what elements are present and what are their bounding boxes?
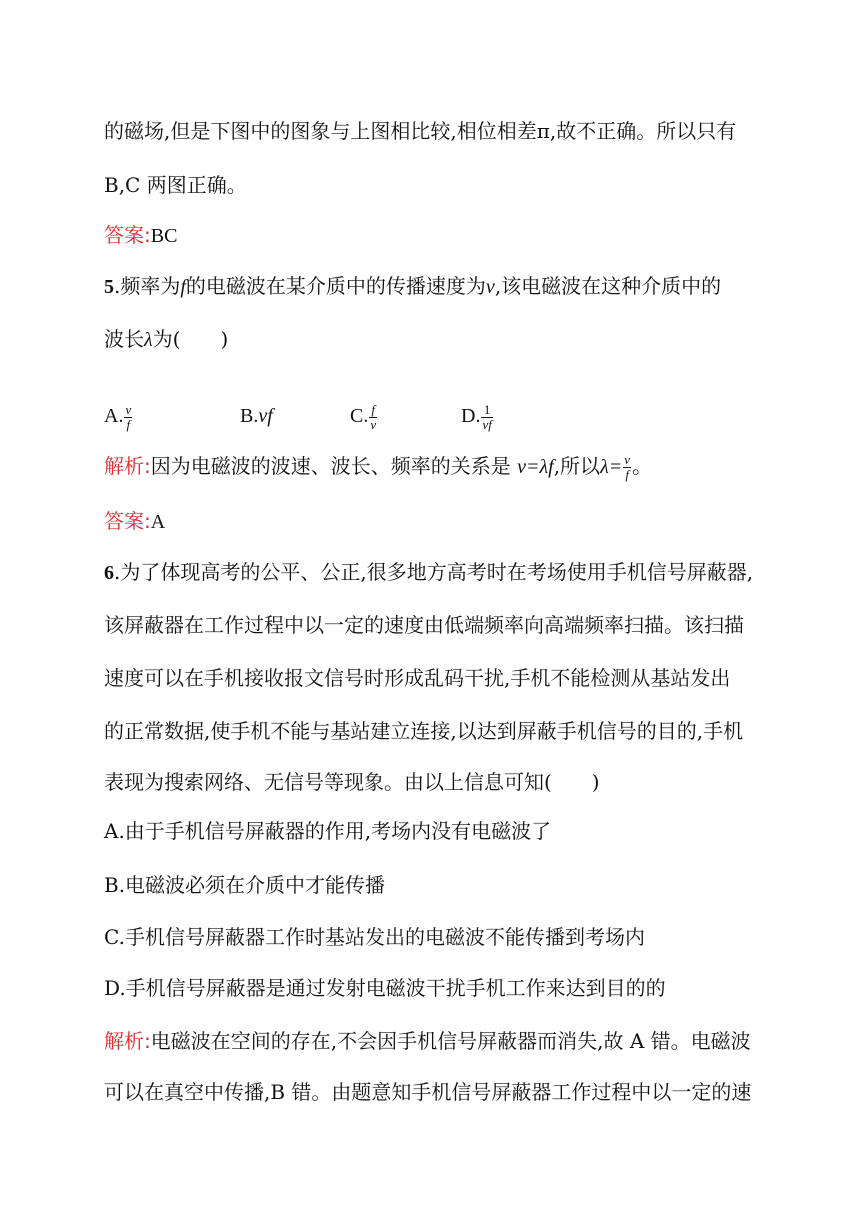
analysis-line: [104, 1027, 751, 1055]
option-label: D.: [461, 405, 481, 427]
question-text: 频率为: [120, 274, 181, 298]
option-line: A.由于手机信号屏蔽器的作用,考场内没有电磁波了: [104, 819, 552, 843]
fraction: [124, 403, 132, 432]
option-line: C.手机信号屏蔽器工作时基站发出的电磁波不能传播到考场内: [104, 925, 645, 949]
text-line: 的正常数据,使手机不能与基站建立连接,以达到屏蔽手机信号的目的,手机: [104, 719, 744, 743]
fraction: [623, 453, 631, 482]
question-number: 5: [104, 276, 114, 298]
answer-label: 答案:: [104, 223, 151, 247]
question-text: 为( ): [152, 327, 229, 351]
analysis-label: 解析:: [104, 454, 151, 478]
text-line: 速度可以在手机接收报文信号时形成乱码干扰,手机不能检测从基站发出: [104, 666, 731, 690]
variable-f: f: [180, 276, 186, 298]
option-a: [104, 402, 133, 432]
numerator: 1: [481, 403, 492, 418]
option-label: C.: [350, 405, 369, 427]
question-text: 的电磁波在某介质中的传播速度为: [185, 274, 486, 298]
denominator: vf: [482, 416, 492, 432]
answer-label: 答案:: [104, 509, 151, 533]
answer-value: BC: [150, 225, 178, 247]
option-value: vf: [258, 405, 273, 427]
answer-line: [104, 221, 177, 250]
numerator: v: [624, 452, 631, 467]
numerator: v: [125, 401, 132, 417]
question-text: 为了体现高考的公平、公正,很多地方高考时在考场使用手机信号屏蔽器,: [120, 560, 754, 584]
answer-value: A: [150, 511, 166, 533]
analysis-label: 解析:: [104, 1029, 151, 1053]
analysis-text: 。: [632, 454, 653, 478]
variable-v: v: [485, 276, 495, 298]
option-c: [350, 402, 378, 432]
option-label: B.: [240, 405, 259, 427]
option-d: [461, 402, 494, 432]
denominator: v: [370, 416, 377, 432]
question-text: ,该电磁波在这种介质中的: [494, 274, 722, 298]
question-5-line-2: [104, 325, 228, 354]
analysis-text: 电磁波在空间的存在,不会因手机信号屏蔽器而消失,故 A 错。电磁波: [150, 1029, 751, 1053]
option-line: B.电磁波必须在介质中才能传播: [104, 873, 386, 897]
analysis-text: ,所以: [553, 454, 601, 478]
text-line: B,C 两图正确。: [104, 173, 247, 197]
answer-line: [104, 507, 165, 536]
denominator: f: [625, 467, 629, 482]
equation: v=λf: [517, 456, 554, 478]
question-5-line-1: [104, 272, 721, 301]
text-line: 该屏蔽器在工作过程中以一定的速度由低端频率向高端频率扫描。该扫描: [104, 613, 744, 637]
numerator: f: [369, 403, 377, 418]
question-text: 波长: [104, 327, 144, 351]
denominator: f: [126, 416, 131, 432]
option-line: D.手机信号屏蔽器是通过发射电磁波干扰手机工作来达到目的的: [104, 976, 666, 1000]
question-number: 6: [104, 562, 114, 584]
question-dot: .: [114, 274, 121, 298]
analysis-text: 因为电磁波的波速、波长、频率的关系是: [150, 454, 518, 478]
question-6-line-1: [104, 558, 753, 587]
option-label: A.: [104, 405, 124, 427]
fraction: [481, 403, 492, 432]
text-line: 表现为搜索网络、无信号等现象。由以上信息可知( ): [104, 770, 600, 794]
text-line: 的磁场,但是下图中的图象与上图相比较,相位相差π,故不正确。所以只有: [104, 119, 737, 143]
equation: λ=: [600, 456, 623, 478]
fraction: [369, 403, 377, 432]
analysis-line: [104, 452, 652, 482]
option-b: [240, 402, 273, 430]
question-dot: .: [114, 560, 121, 584]
text-line: 可以在真空中传播,B 错。由题意知手机信号屏蔽器工作过程中以一定的速: [104, 1080, 752, 1104]
variable-lambda: λ: [144, 329, 153, 351]
